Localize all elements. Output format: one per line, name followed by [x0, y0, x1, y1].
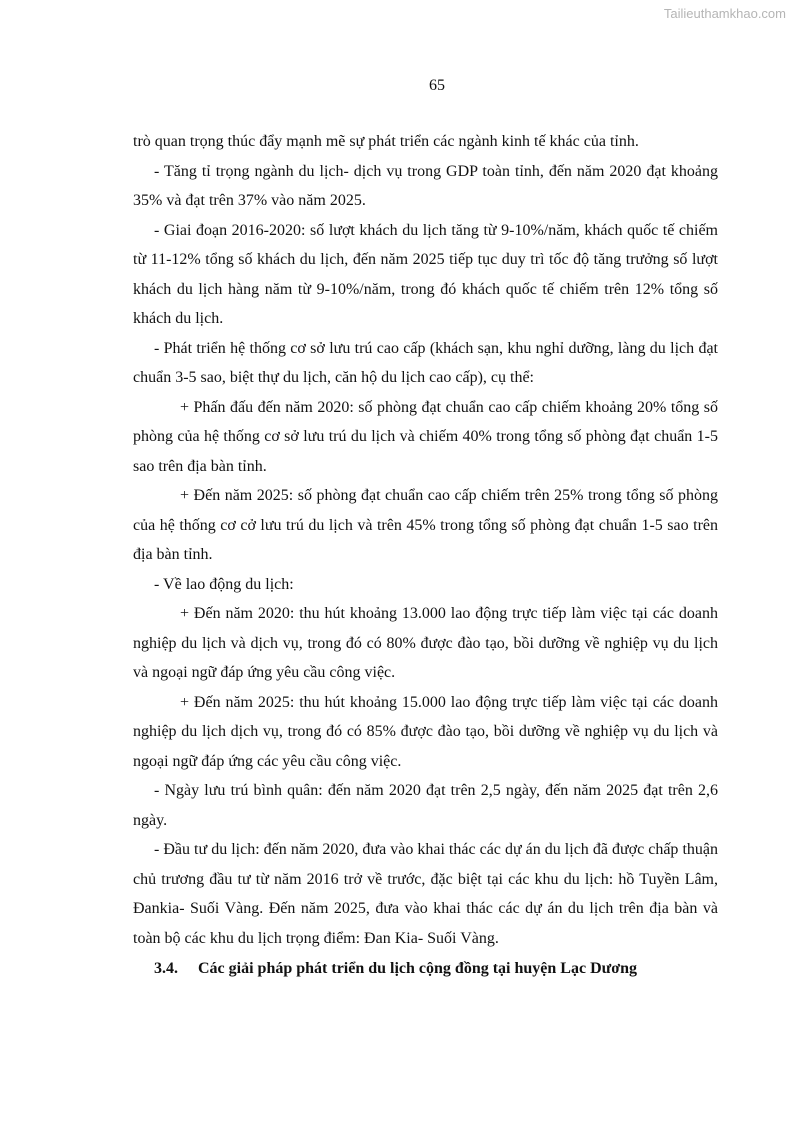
section-number: 3.4.: [154, 960, 178, 977]
paragraph: + Đến năm 2025: số phòng đạt chuẩn cao cấp chiếm trên 25% trong tổng số phòng của hệ thống cơ cở lưu trú du lịch và trên 45% trong tổng số phòng đạt chuẩn 1-5 sao trên địa bàn tỉnh.: [133, 487, 718, 563]
paragraph: + Phấn đấu đến năm 2020: số phòng đạt chuẩn cao cấp chiếm khoảng 20% tổng số phòng của hệ thống cơ sở lưu trú du lịch và chiếm 40% trong tổng số phòng đạt chuẩn 1-5 sao trên địa bàn tỉnh.: [133, 398, 718, 475]
paragraph: - Ngày lưu trú bình quân: đến năm 2020 đạt trên 2,5 ngày, đến năm 2025 đạt trên 2,6 ngày.: [133, 782, 718, 829]
paragraph: - Về lao động du lịch:: [154, 575, 294, 593]
section-heading: [154, 954, 718, 984]
paragraph: - Phát triển hệ thống cơ sở lưu trú cao cấp (khách sạn, khu nghỉ dưỡng, làng du lịch đạt chuẩn 3-5 sao, biệt thự du lịch, căn hộ du lịch cao cấp), cụ thể:: [133, 339, 718, 386]
watermark: Tailieuthamkhao.com: [663, 6, 786, 21]
document-body: [133, 127, 718, 984]
paragraph: trò quan trọng thúc đẩy mạnh mẽ sự phát triển các ngành kinh tế khác của tỉnh.: [133, 133, 639, 150]
paragraph: + Đến năm 2025: thu hút khoảng 15.000 lao động trực tiếp làm việc tại các doanh nghiệp du lịch dịch vụ, trong đó có 85% được đào tạo, bồi dưỡng về nghiệp vụ du lịch và ngoại ngữ đáp ứng các yêu cầu công việc.: [133, 693, 718, 770]
paragraph: + Đến năm 2020: thu hút khoảng 13.000 lao động trực tiếp làm việc tại các doanh nghiệp du lịch và dịch vụ, trong đó có 80% được đào tạo, bồi dưỡng về nghiệp vụ du lịch và ngoại ngữ đáp ứng yêu cầu công việc.: [133, 605, 718, 681]
paragraph: - Đầu tư du lịch: đến năm 2020, đưa vào khai thác các dự án du lịch đã được chấp thuận chủ trương đầu tư từ năm 2016 trở về trước, đặc biệt tại các khu du lịch: hồ Tuyền Lâm, Đankia- Suối Vàng. Đến năm 2025, đưa vào khai thác các dự án du lịch trên địa bàn và toàn bộ các khu du lịch trọng điểm: Đan Kia- Suối Vàng.: [133, 841, 718, 947]
paragraph: - Giai đoạn 2016-2020: số lượt khách du lịch tăng từ 9-10%/năm, khách quốc tế chiếm từ 11-12% tổng số khách du lịch, đến năm 2025 tiếp tục duy trì tốc độ tăng trưởng số lượt khách du lịch hàng năm từ 9-10%/năm, trong đó khách quốc tế chiếm trên 12% tổng số khách du lịch.: [133, 221, 718, 327]
page-number: 65: [429, 77, 445, 94]
section-title: Các giải pháp phát triển du lịch cộng đồng tại huyện Lạc Dương: [198, 960, 637, 977]
paragraph: - Tăng tỉ trọng ngành du lịch- dịch vụ trong GDP toàn tỉnh, đến năm 2020 đạt khoảng 35% và đạt trên 37% vào năm 2025.: [133, 162, 718, 209]
